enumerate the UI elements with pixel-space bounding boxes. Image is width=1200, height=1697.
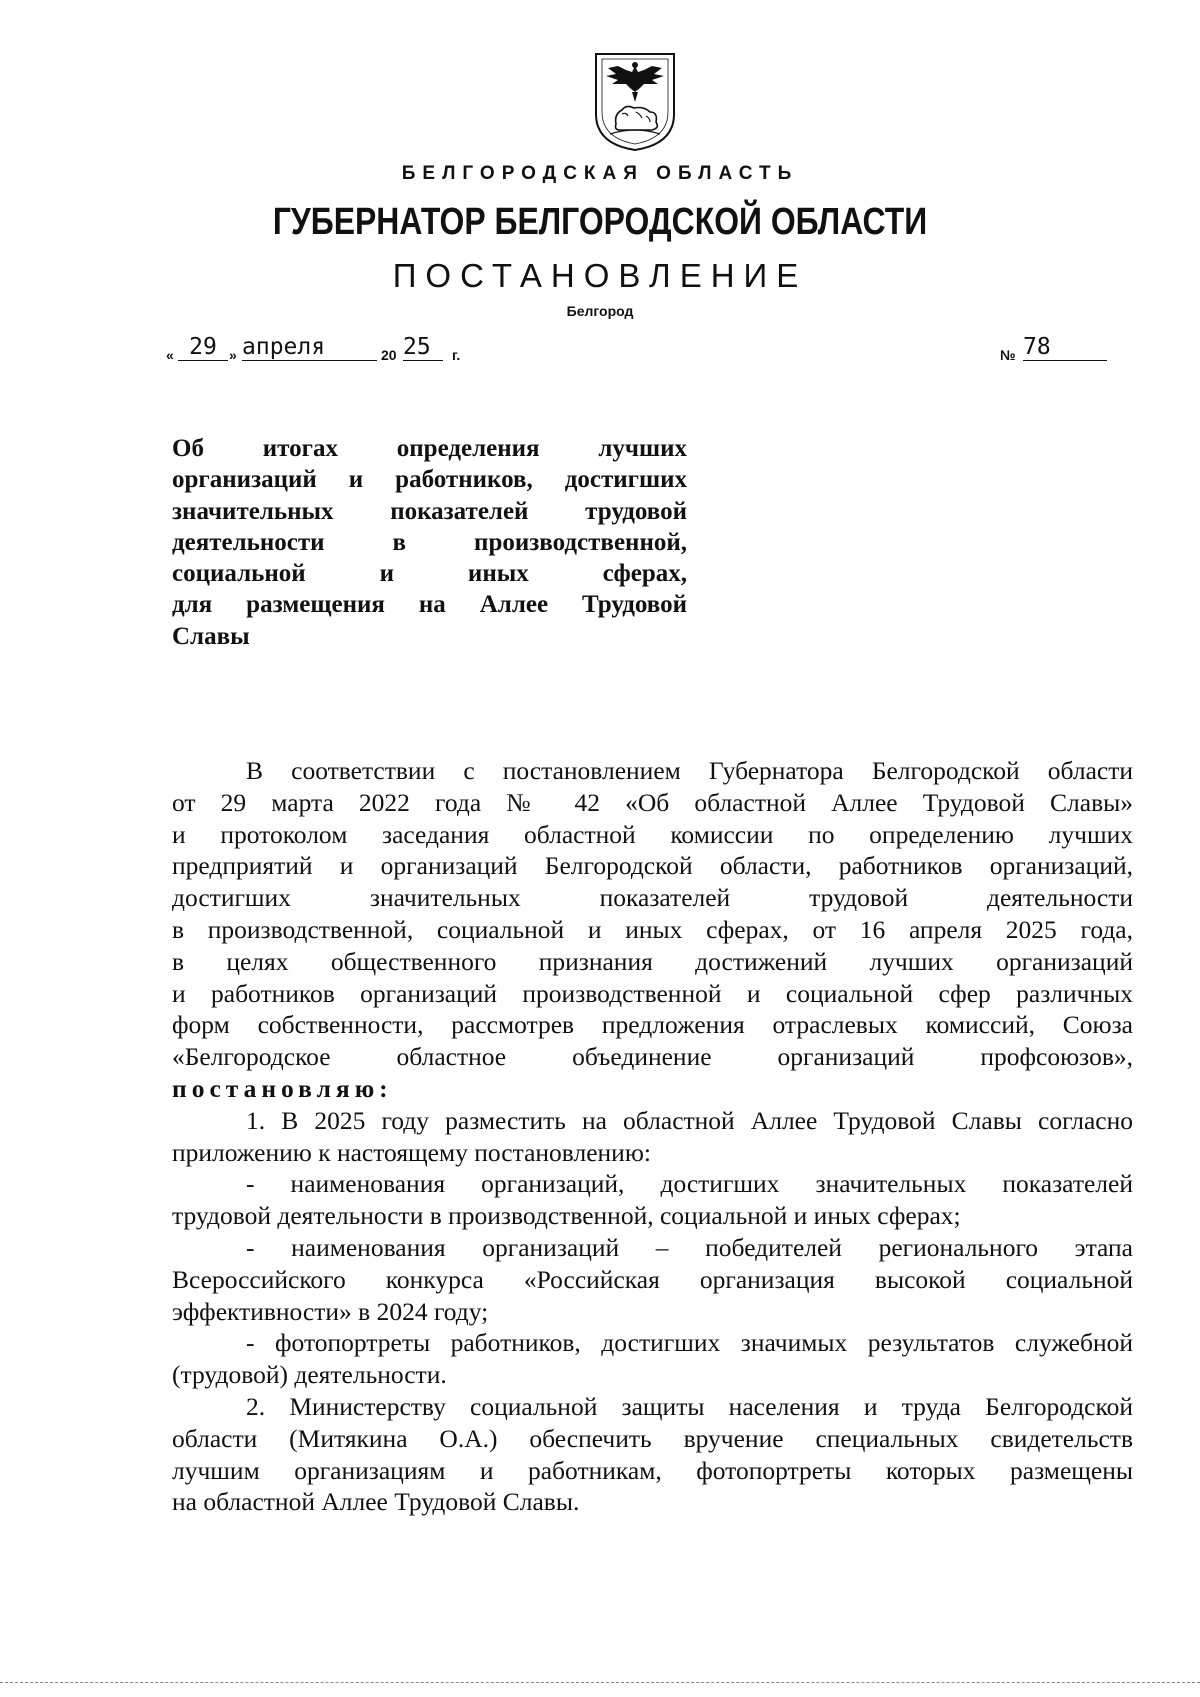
governor-heading: ГУБЕРНАТОР БЕЛГОРОДСКОЙ ОБЛАСТИ (272, 201, 928, 243)
document-body (172, 755, 1133, 1518)
preamble-line: в целях общественного признания достижений лучших организаций (172, 946, 1133, 976)
number-label: № (1000, 347, 1016, 363)
region-heading: БЕЛГОРОДСКАЯ ОБЛАСТЬ (401, 163, 799, 184)
date-month: апреля (242, 334, 377, 361)
coat-of-arms-icon (592, 52, 678, 152)
document-title (172, 433, 687, 652)
item2-line: лучшим организациям и работникам, фотопортреты которых размещены (172, 1455, 1133, 1485)
date-close-quote: » (229, 347, 237, 363)
item1-line: 1. В 2025 году разместить на областной Аллее Трудовой Славы согласно (246, 1105, 1133, 1135)
bullet1-line: - наименования организаций, достигших значительных показателей (246, 1169, 1133, 1199)
preamble-line: «Белгородское областное объединение организаций профсоюзов», (172, 1042, 1133, 1072)
preamble-line: в производственной, социальной и иных сферах, от 16 апреля 2025 года, (172, 914, 1133, 944)
title-line: деятельности в производственной, (172, 528, 687, 556)
document-number: 78 (1023, 334, 1107, 361)
preamble-line: В соответствии с постановлением Губернатора Белгородской области (246, 756, 1133, 785)
title-line: для размещения на Аллее Трудовой (172, 591, 687, 619)
date-open-quote: « (166, 347, 174, 363)
preamble-line: и протоколом заседания областной комиссии по определению лучших (172, 819, 1133, 849)
item1-line: приложению к настоящему постановлению: (172, 1137, 651, 1167)
document-type: ПОСТАНОВЛЕНИЕ (392, 257, 808, 294)
bullet1-line: трудовой деятельности в производственной, социальной и иных сферах; (172, 1201, 961, 1231)
preamble-line: предприятий и организаций Белгородской области, работников организаций, (172, 851, 1133, 881)
bullet3-line: (трудовой) деятельности. (172, 1360, 447, 1390)
city-label: Белгород (566, 303, 634, 319)
resolve-word: постановляю: (172, 1073, 393, 1103)
title-line: значительных показателей трудовой (172, 497, 687, 525)
bullet2-line: Всероссийского конкурса «Российская организация высокой социальной (172, 1264, 1133, 1294)
item2-line: на областной Аллее Трудовой Славы. (172, 1487, 580, 1517)
item2-line: 2. Министерству социальной защиты населения и труда Белгородской (246, 1391, 1133, 1421)
preamble-line: достигших значительных показателей трудовой деятельности (172, 883, 1133, 913)
date-year-mark: г. (452, 347, 461, 363)
bullet2-line: эффективности» в 2024 году; (172, 1296, 489, 1326)
item2-line: области (Митякина О.А.) обеспечить вручение специальных свидетельств (172, 1423, 1133, 1453)
page-bottom-divider (0, 1682, 1200, 1683)
date-day: 29 (178, 334, 228, 361)
title-line: социальной и иных сферах, (172, 560, 687, 588)
title-line: Об итогах определения лучших (172, 435, 687, 462)
preamble-line: форм собственности, рассмотрев предложения отраслевых комиссий, Союза (172, 1010, 1133, 1040)
bullet2-line: - наименования организаций – победителей регионального этапа (246, 1232, 1133, 1262)
preamble-line: и работников организаций производственной и социальной сфер различных (172, 978, 1133, 1008)
title-line: Славы (172, 622, 250, 650)
preamble-line: от 29 марта 2022 года № 42 «Об областной Аллее Трудовой Славы» (172, 787, 1133, 817)
date-year-prefix: 20 (381, 347, 397, 363)
bullet3-line: - фотопортреты работников, достигших значимых результатов служебной (246, 1328, 1133, 1358)
title-line: организаций и работников, достигших (172, 466, 687, 494)
date-year: 25 (403, 334, 443, 361)
